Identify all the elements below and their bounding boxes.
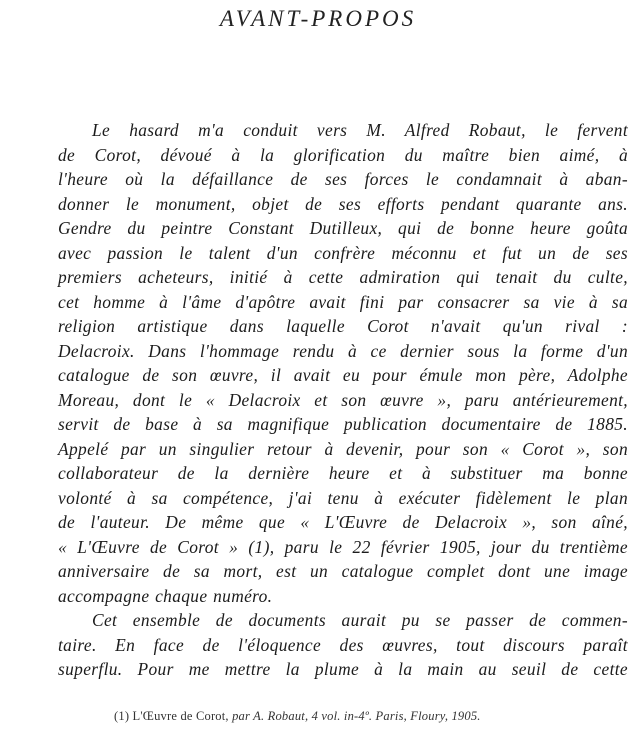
text-line: accompagne chaque numéro. (58, 585, 273, 606)
text-line: Cet ensemble de documents aurait pu se passer de commen- (92, 610, 628, 630)
text-line: Appelé par un singulier retour à devenir, pour son « Corot », son (58, 438, 628, 459)
text-line: servit de base à sa magnifique publication documentaire de 1885. (58, 414, 628, 434)
footnote-citation: par A. Robaut, 4 vol. in-4º. Paris, Floury, 1905. (228, 709, 481, 723)
text-line: Le hasard m'a conduit vers M. Alfred Robaut, le fervent (92, 120, 628, 140)
text-line: volonté à sa compétence, j'ai tenu à exécuter fidèlement le plan (58, 487, 628, 508)
text-line: Moreau, dont le « Delacroix et son œuvre », paru antérieurement, (58, 389, 628, 410)
text-line: Delacroix. Dans l'hommage rendu à ce dernier sous la forme d'un (58, 340, 628, 361)
footnote (114, 708, 481, 724)
text-line: de Corot, dévoué à la glorification du maître bien aimé, à (58, 144, 628, 165)
text-line: avec passion le talent d'un confrère méconnu et fut un de ses (58, 242, 628, 263)
page-title: AVANT-PROPOS (219, 6, 417, 31)
text-line: l'heure où la défaillance de ses forces le condamnait à aban- (58, 169, 628, 189)
text-line: « L'Œuvre de Corot » (1), paru le 22 février 1905, jour du trentième (58, 536, 628, 557)
text-line: collaborateur de la dernière heure et à substituer ma bonne (58, 463, 628, 483)
text-line: catalogue de son œuvre, il avait eu pour émule mon père, Adolphe (58, 365, 628, 385)
text-line: taire. En face de l'éloquence des œuvres, tout discours paraît (58, 634, 628, 655)
text-line: religion artistique dans laquelle Corot n'avait qu'un rival : (58, 316, 628, 336)
text-line: superflu. Pour me mettre la plume à la main au seuil de cette (58, 659, 628, 679)
text-line: donner le monument, objet de ses efforts pendant quarante ans. (58, 193, 628, 214)
text-line: anniversaire de sa mort, est un catalogue complet dont une image (58, 561, 628, 581)
text-line: cet homme à l'âme d'apôtre avait fini par consacrer sa vie à sa (58, 291, 628, 312)
text-line: Gendre du peintre Constant Dutilleux, qui de bonne heure goûta (58, 218, 628, 238)
footnote-reference: (1) L'Œuvre de Corot, (114, 709, 229, 723)
text-line: premiers acheteurs, initié à cette admiration qui tenait du culte, (58, 267, 628, 287)
foreword-body (58, 118, 628, 682)
text-line: de l'auteur. De même que « L'Œuvre de Delacroix », son aîné, (58, 512, 628, 532)
